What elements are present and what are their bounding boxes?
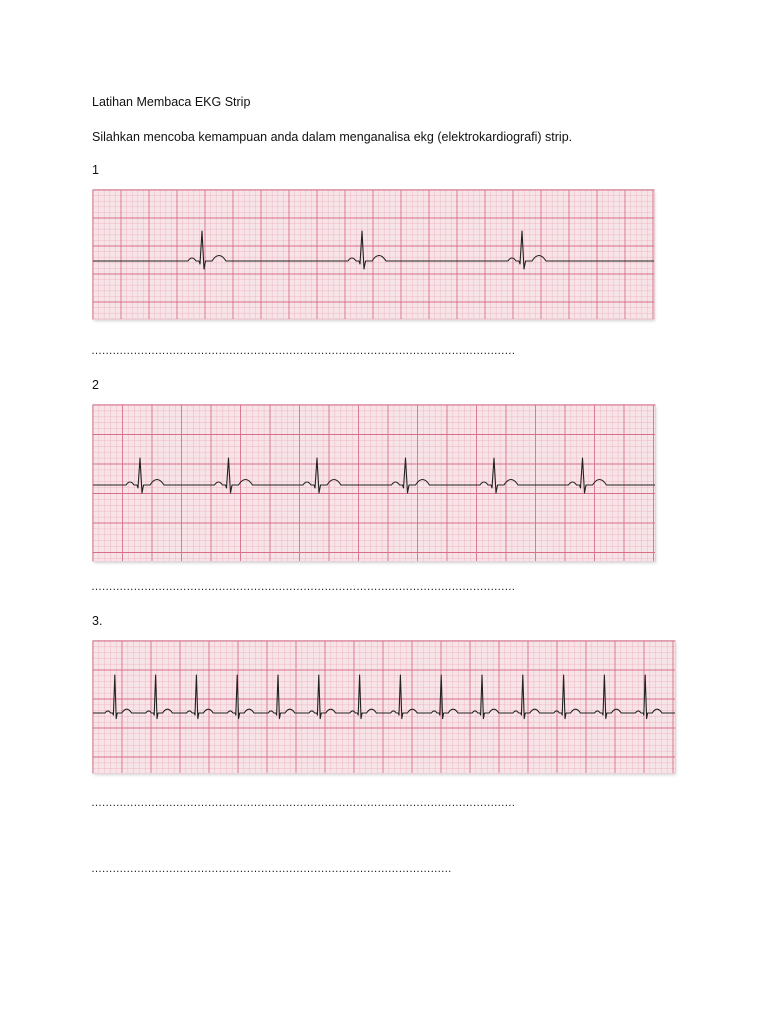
worksheet-title: Latihan Membaca EKG Strip: [92, 95, 251, 109]
ekg-strip-1: [93, 190, 654, 319]
answer-line-1[interactable]: …………………………………………………………………………………………………………: [91, 345, 516, 357]
answer-line-3[interactable]: …………………………………………………………………………………………………………: [91, 797, 516, 809]
worksheet-instruction: Silahkan mencoba kemampuan anda dalam menganalisa ekg (elektrokardiografi) strip.: [92, 130, 573, 144]
ekg-strip-3: [93, 641, 675, 773]
ekg-strip-1-svg: [93, 190, 654, 319]
ekg-strip-2: [93, 405, 655, 561]
section-3-label: 3.: [92, 614, 103, 628]
ekg-strip-2-svg: [93, 405, 655, 561]
answer-line-extra[interactable]: …………………………………………………………………………………………: [91, 863, 452, 875]
answer-line-2[interactable]: …………………………………………………………………………………………………………: [91, 581, 516, 593]
section-1-label: 1: [92, 163, 99, 177]
ekg-strip-3-svg: [93, 641, 675, 773]
section-2-label: 2: [92, 378, 99, 392]
